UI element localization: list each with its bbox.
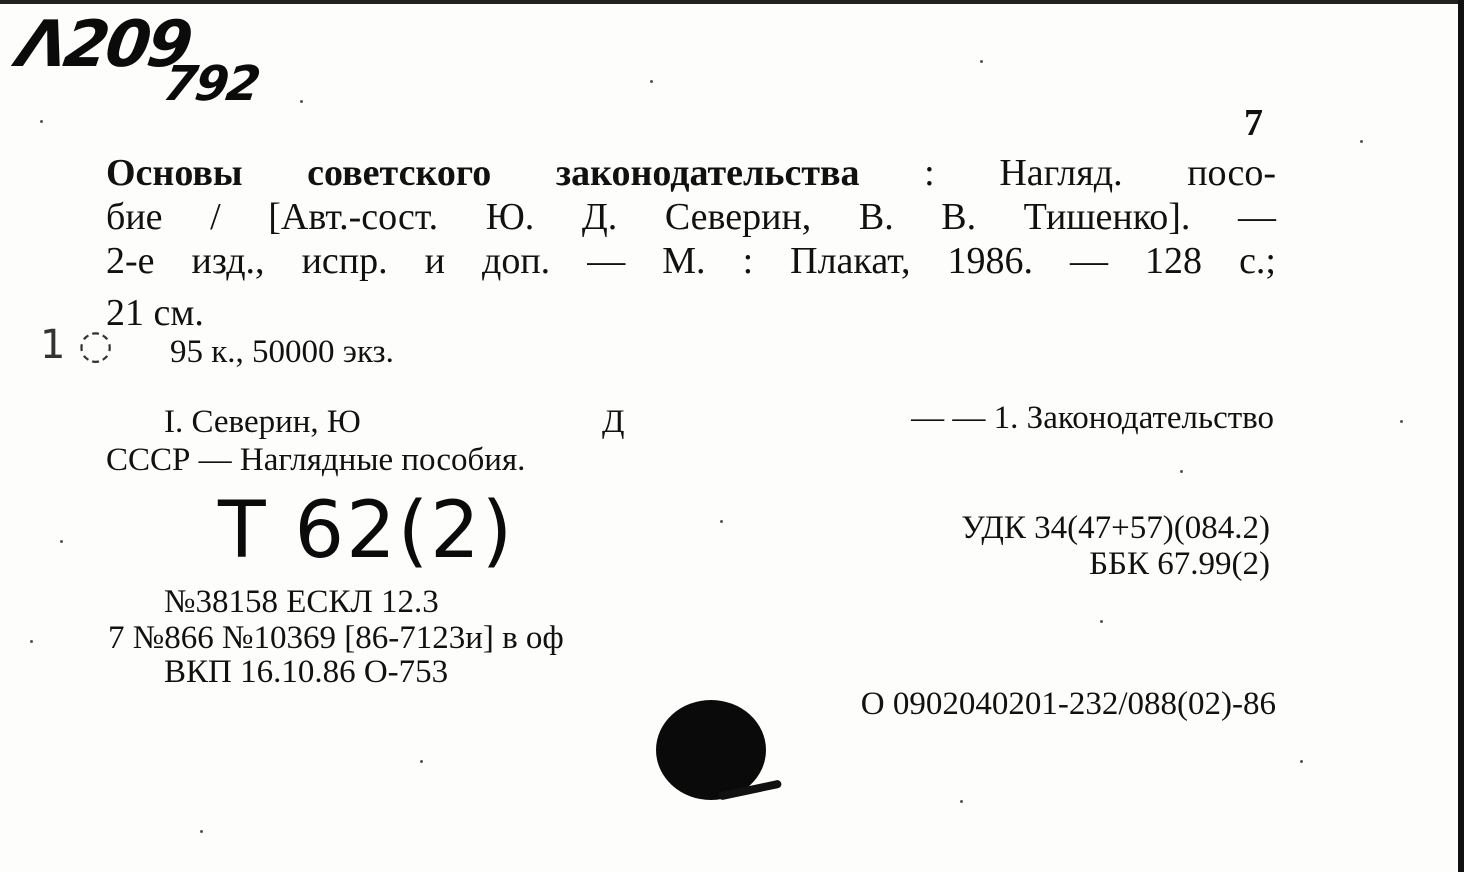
speck <box>300 100 303 103</box>
bib-line-1 <box>106 154 1276 192</box>
tracing-subject: — — 1. Законодательство <box>911 400 1274 436</box>
card-top-edge <box>0 0 1464 4</box>
bib-line-2: бие / [Авт.-сост. Ю. Д. Северин, В. В. Тишенко]. — <box>106 196 1276 238</box>
speck <box>30 640 33 643</box>
speck <box>1300 760 1303 763</box>
speck <box>200 830 203 833</box>
bib-line-3: 2-е изд., испр. и доп. — М. : Плакат, 1986. — 128 с.; <box>106 240 1276 282</box>
speck <box>60 540 63 543</box>
speck <box>40 120 43 123</box>
book-title: Основы советского законодательства <box>106 152 860 194</box>
speck <box>1360 140 1363 143</box>
tracing-initial: Д <box>602 404 625 440</box>
speck <box>960 800 963 803</box>
handwritten-classification: T 62(2) <box>218 486 515 576</box>
speck <box>1180 470 1183 473</box>
bbk-code: ББК 67.99(2) <box>1089 546 1270 582</box>
title-continuation: : Нагляд. посо- <box>924 152 1277 194</box>
speck <box>720 520 723 523</box>
record-line-1: №38158 ЕСКЛ 12.3 <box>164 584 439 620</box>
record-line-2: 7 №866 №10369 [86-7123и] в оф <box>108 620 564 656</box>
speck <box>420 760 423 763</box>
handwritten-call-number: Λ209 <box>12 8 195 82</box>
bib-line-4: 21 см. <box>106 292 204 334</box>
udk-code: УДК 34(47+57)(084.2) <box>961 510 1270 546</box>
speck <box>1400 420 1403 423</box>
speck <box>650 80 653 83</box>
record-line-3: ВКП 16.10.86 О-753 <box>164 654 449 690</box>
speck <box>1100 620 1103 623</box>
card-right-edge <box>1458 0 1464 872</box>
handwritten-call-number-sub: 792 <box>160 56 263 112</box>
tracing-subject-cont: СССР — Наглядные пособия. <box>106 442 526 478</box>
tracing-author: I. Северин, Ю <box>164 404 361 440</box>
price-run: 95 к., 50000 экз. <box>170 334 394 370</box>
handwritten-margin-mark: 1 ◌ <box>40 322 114 368</box>
speck <box>980 60 983 63</box>
catalog-code: О 0902040201-232/088(02)-86 <box>860 686 1276 722</box>
card-number: 7 <box>1244 102 1263 144</box>
